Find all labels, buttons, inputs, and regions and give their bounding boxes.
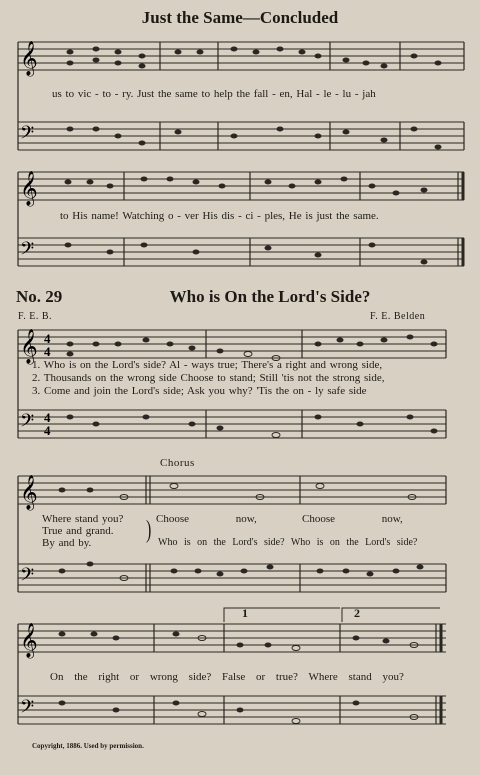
treble-clef-icon: 𝄞 <box>20 41 38 76</box>
second-ending-label: 2 <box>354 606 360 620</box>
verse-1: 1. Who is on the Lord's side? Al - ways true; There's a right and wrong side, <box>32 359 383 371</box>
bass-clef-icon: 𝄢 <box>20 697 35 722</box>
bass-staff <box>18 122 464 150</box>
chorus-left-3: By and by. <box>42 537 92 549</box>
treble-clef-icon: 𝄞 <box>20 329 38 364</box>
time-signature: 4 <box>44 331 51 346</box>
chorus-choose-1: Choose now, <box>156 513 257 525</box>
page-title: Just the Same—Concluded <box>141 8 339 27</box>
author-credit: F. E. B. <box>18 311 53 322</box>
chorus-left-2: True and grand. <box>42 525 114 537</box>
music-system-5 <box>0 600 480 740</box>
treble-clef-icon: 𝄞 <box>20 475 38 510</box>
final-lyric: On the right or wrong side? False or true? Where stand you? <box>50 671 404 683</box>
chorus-left-1: Where stand you? <box>42 513 124 525</box>
svg-text:4: 4 <box>44 344 51 359</box>
treble-clef-icon: 𝄞 <box>20 171 38 206</box>
treble-staff <box>18 42 464 70</box>
copyright-notice: Copyright, 1886. Used by permission. <box>32 742 144 750</box>
music-system-2 <box>0 160 480 290</box>
verse-3: 3. Come and join the Lord's side; Ask you why? 'Tis the on - ly safe side <box>32 385 367 397</box>
chorus-label: Chorus <box>160 457 195 469</box>
chorus-bass-lyric: Who is on the Lord's side? Who is on the Lord's side? <box>158 537 418 548</box>
chorus-brace: ) <box>146 516 152 544</box>
music-system-1 <box>0 30 480 170</box>
hymn-number: No. 29 <box>16 287 63 306</box>
svg-text:4: 4 <box>44 410 51 425</box>
first-ending-label: 1 <box>242 606 248 620</box>
composer-credit: F. E. Belden <box>370 311 426 322</box>
bass-clef-icon: 𝄢 <box>20 239 35 264</box>
svg-text:4: 4 <box>44 423 51 438</box>
bass-clef-icon: 𝄢 <box>20 123 35 148</box>
ending-brackets <box>224 608 440 622</box>
verse-2: 2. Thousands on the wrong side Choose to stand; Still 'tis not the strong side, <box>32 372 385 384</box>
hymn-title: Who is On the Lord's Side? <box>169 287 371 306</box>
system-1-lyric: us to vic - to - ry. Just the same to help the fall - en, Hal - le - lu - jah <box>52 88 376 100</box>
bass-clef-icon: 𝄢 <box>20 411 35 436</box>
system-2-lyric: to His name! Watching o - ver His dis - ci - ples, He is just the same. <box>60 210 379 222</box>
bass-clef-icon: 𝄢 <box>20 565 35 590</box>
chorus-choose-2: Choose now, <box>302 513 403 525</box>
treble-clef-icon: 𝄞 <box>20 623 38 658</box>
